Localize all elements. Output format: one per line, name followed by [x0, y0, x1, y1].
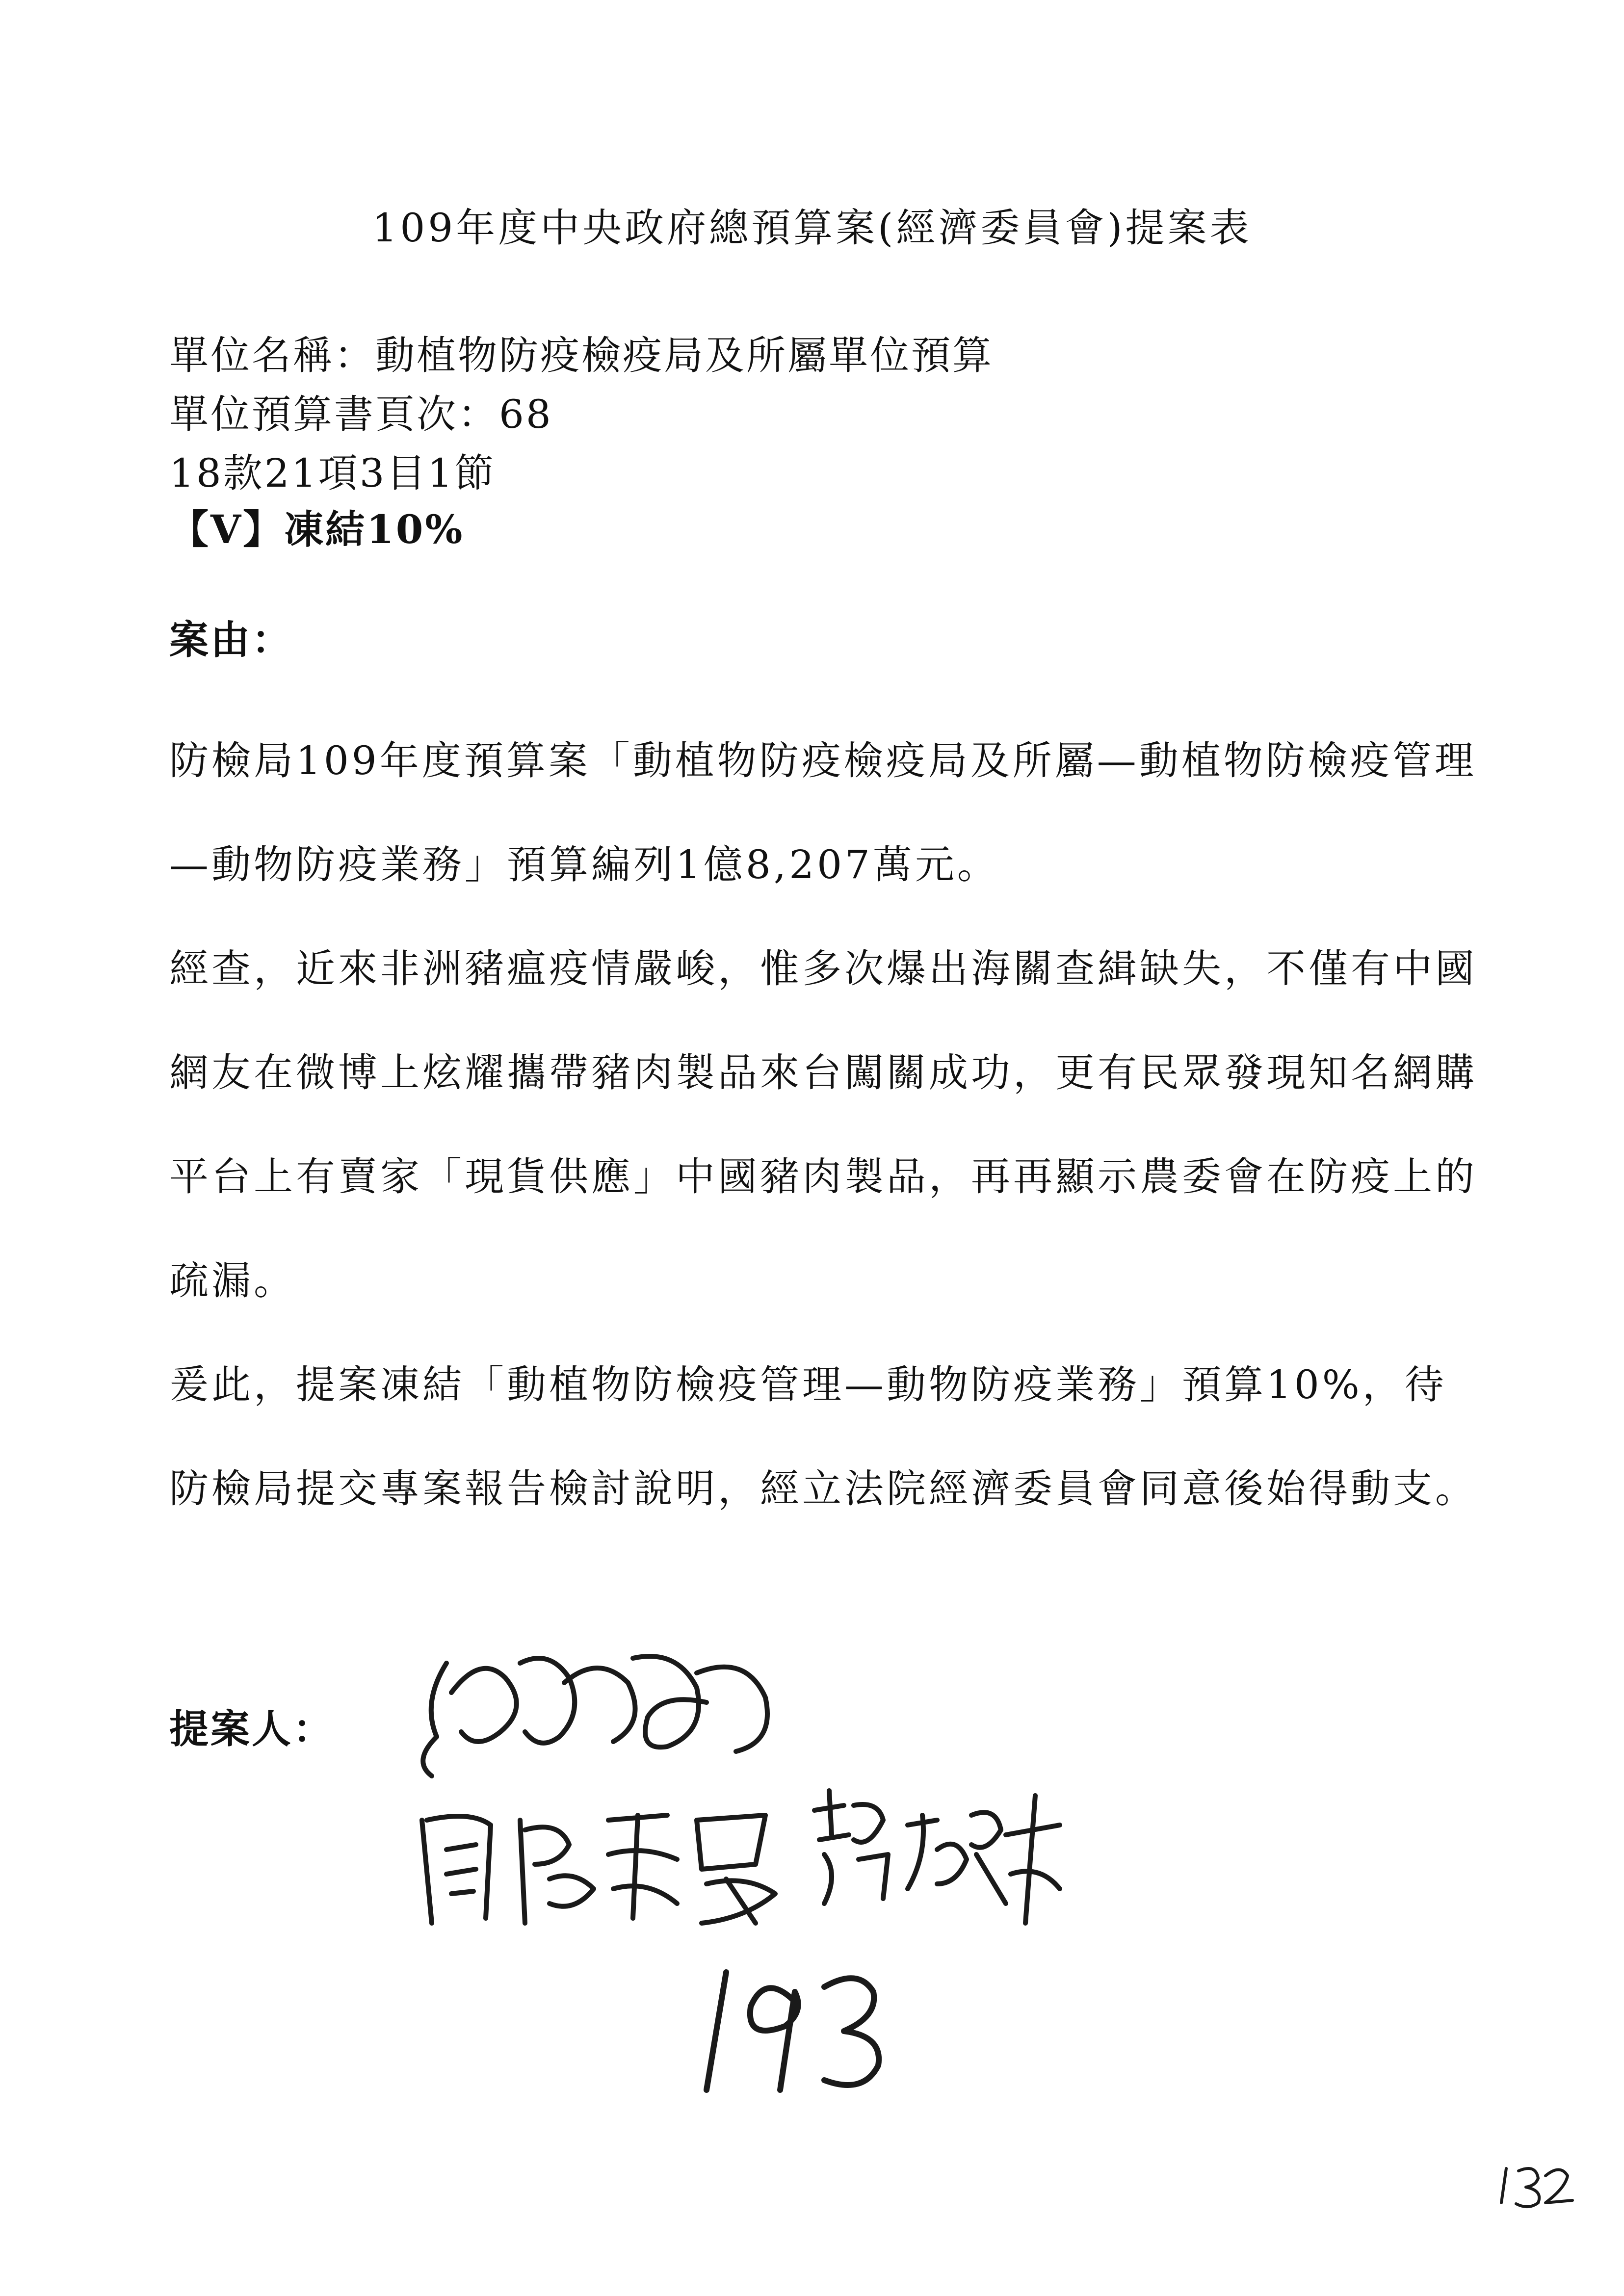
reason-paragraph-2: 經查，近來非洲豬瘟疫情嚴峻，惟多次爆出海關查緝缺失，不僅有中國網友在微博上炫耀攜帶豬肉製品來台闖關成功，更有民眾發現知名網購平台上有賣家「現貨供應」中國豬肉製品，再再顯示農委會在防疫上的疏漏。	[169, 946, 1477, 1304]
signature-1	[402, 1634, 795, 1791]
budget-item: 18款21項3目1節	[169, 450, 496, 496]
signature-3	[810, 1776, 1065, 1933]
reason-paragraph-1: 防檢局109年度預算案「動植物防疫檢疫局及所屬—動植物防檢疫管理—動物防疫業務」預算編列1億8,207萬元。	[169, 738, 1477, 887]
reason-paragraph-3: 爰此，提案凍結「動植物防檢疫管理—動物防疫業務」預算10%，待防檢局提交專案報告檢討說明，經立法院經濟委員會同意後始得動支。	[169, 1362, 1477, 1512]
reason-heading: 案由：	[169, 617, 293, 663]
handwritten-number	[697, 1953, 903, 2100]
unit-name: 單位名稱：動植物防疫檢疫局及所屬單位預算	[169, 333, 994, 378]
reason-body	[169, 709, 1484, 1541]
signature-2	[412, 1791, 805, 1938]
page-number-mark	[1496, 2159, 1575, 2215]
freeze-action: 【V】凍結10%	[169, 506, 465, 552]
proposer-label: 提案人：	[169, 1706, 334, 1752]
budget-page: 單位預算書頁次：68	[169, 391, 553, 437]
document-title: 109年度中央政府總預算案(經濟委員會)提案表	[372, 205, 1252, 251]
